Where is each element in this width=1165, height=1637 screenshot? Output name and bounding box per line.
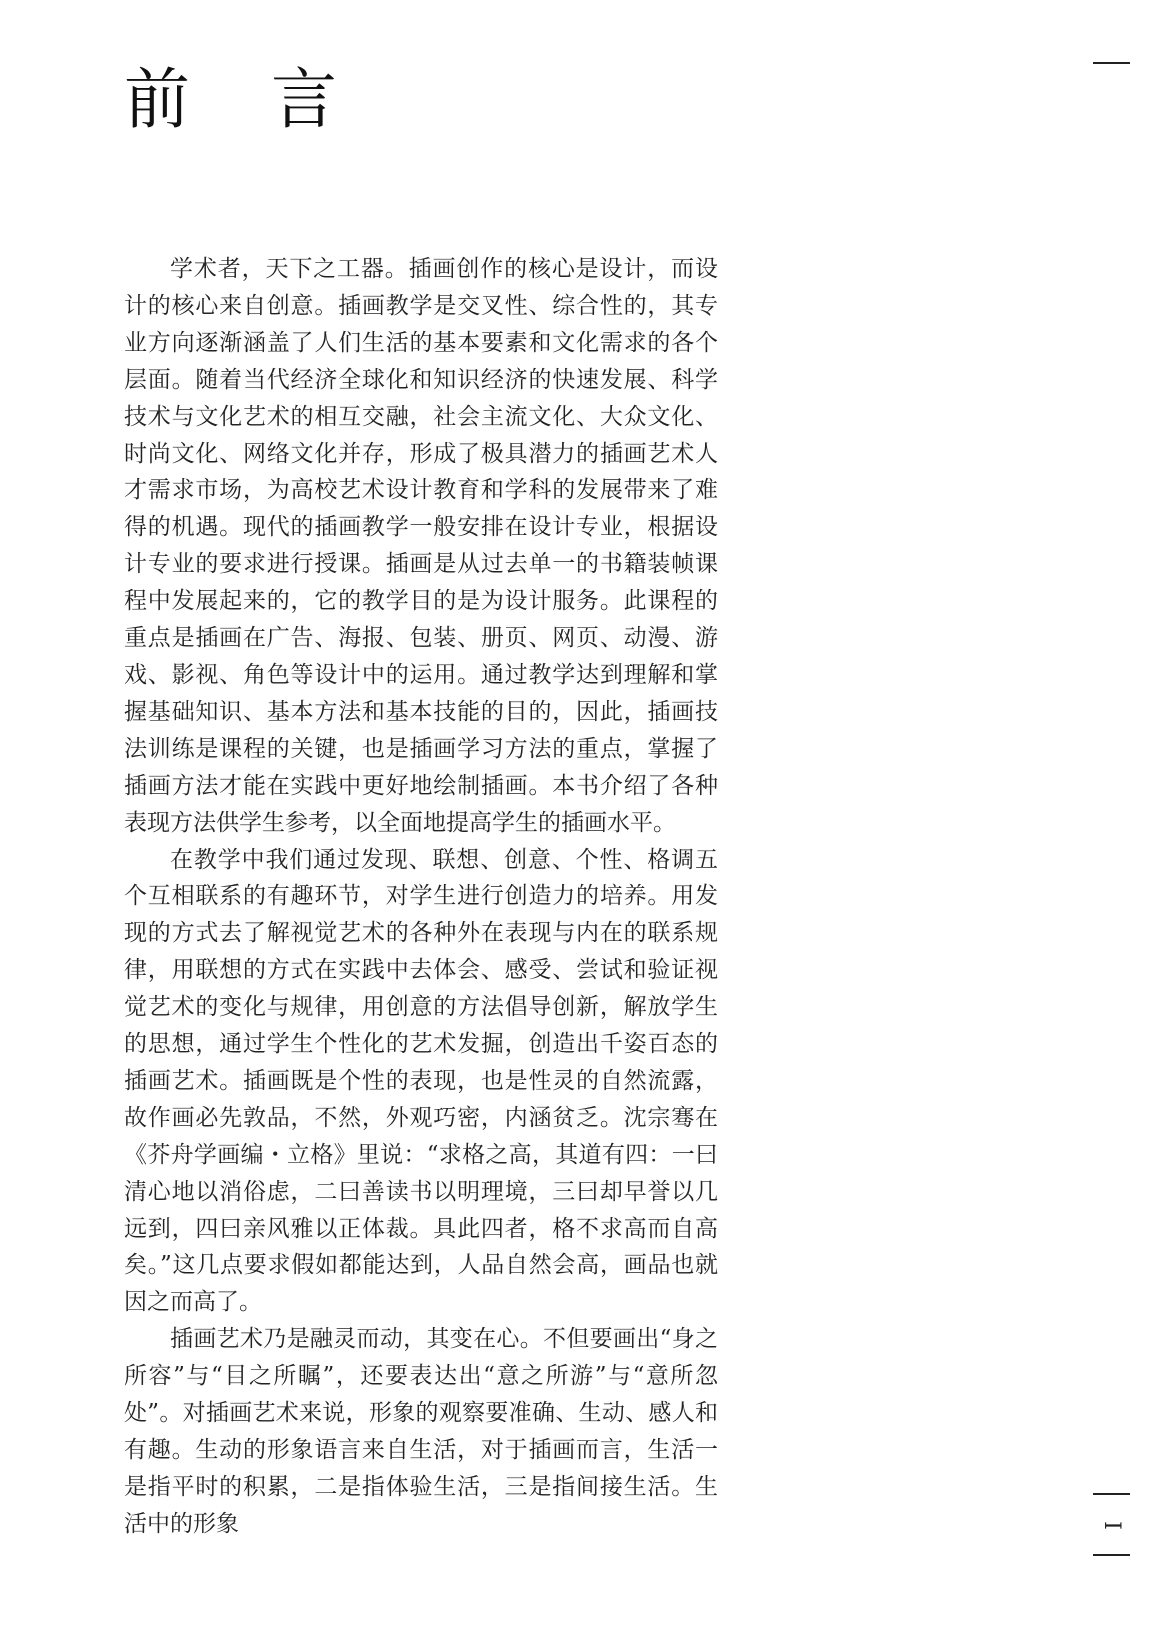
page-number-text: I [1098,1520,1124,1530]
paragraph-3: 插画艺术乃是融灵而动，其变在心。不但要画出“身之所容”与“目之所瞩”，还要表达出“意之所游”与“意所忽处”。对插画艺术来说，形象的观察要准确、生动、感人和有趣。生动的形象语言来自生活，对于插画而言，生活一是指平时的积累，二是指体验生活，三是指间接生活。生活中的形象 [124,1326,718,1537]
paragraph-1: 学术者，天下之工器。插画创作的核心是设计，而设计的核心来自创意。插画教学是交叉性、综合性的，其专业方向逐渐涵盖了人们生活的基本要素和文化需求的各个层面。随着当代经济全球化和知识经济的快速发展、科学技术与文化艺术的相互交融，社会主流文化、大众文化、时尚文化、网络文化并存，形成了极具潜力的插画艺术人才需求市场，为高校艺术设计教育和学科的发展带来了难得的机遇。现代的插画教学一般安排在设计专业，根据设计专业的要求进行授课。插画是从过去单一的书籍装帧课程中发展起来的，它的教学目的是为设计服务。此课程的重点是插画在广告、海报、包装、册页、网页、动漫、游戏、影视、角色等设计中的运用。通过教学达到理解和掌握基础知识、基本方法和基本技能的目的，因此，插画技法训练是课程的关键，也是插画学习方法的重点，掌握了插画方法才能在实践中更好地绘制插画。本书介绍了各种表现方法供学生参考，以全面地提高学生的插画水平。 [124,256,718,836]
paragraph-2: 在教学中我们通过发现、联想、创意、个性、格调五个互相联系的有趣环节，对学生进行创造力的培养。用发现的方式去了解视觉艺术的各种外在表现与内在的联系规律，用联想的方式在实践中去体会、感受、尝试和验证视觉艺术的变化与规律，用创意的方法倡导创新，解放学生的思想，通过学生个性化的艺术发掘，创造出千姿百态的插画艺术。插画既是个性的表现，也是性灵的自然流露，故作画必先敦品，不然，外观巧密，内涵贫乏。沈宗骞在《芥舟学画编・立格》里说：“求格之高，其道有四：一曰清心地以消俗虑，二曰善读书以明理境，三曰却早誉以几远到，四曰亲风雅以正体裁。具此四者，格不求高而自高矣。”这几点要求假如都能达到，人品自然会高，画品也就因之而高了。 [124,846,718,1316]
body-text [124,251,718,1543]
top-margin-rule [1093,62,1130,64]
page-number [1093,1508,1130,1542]
page-title: 前 言 [124,61,367,138]
page-number-rule-bottom [1093,1554,1130,1556]
page-number-rule-top [1093,1493,1130,1495]
